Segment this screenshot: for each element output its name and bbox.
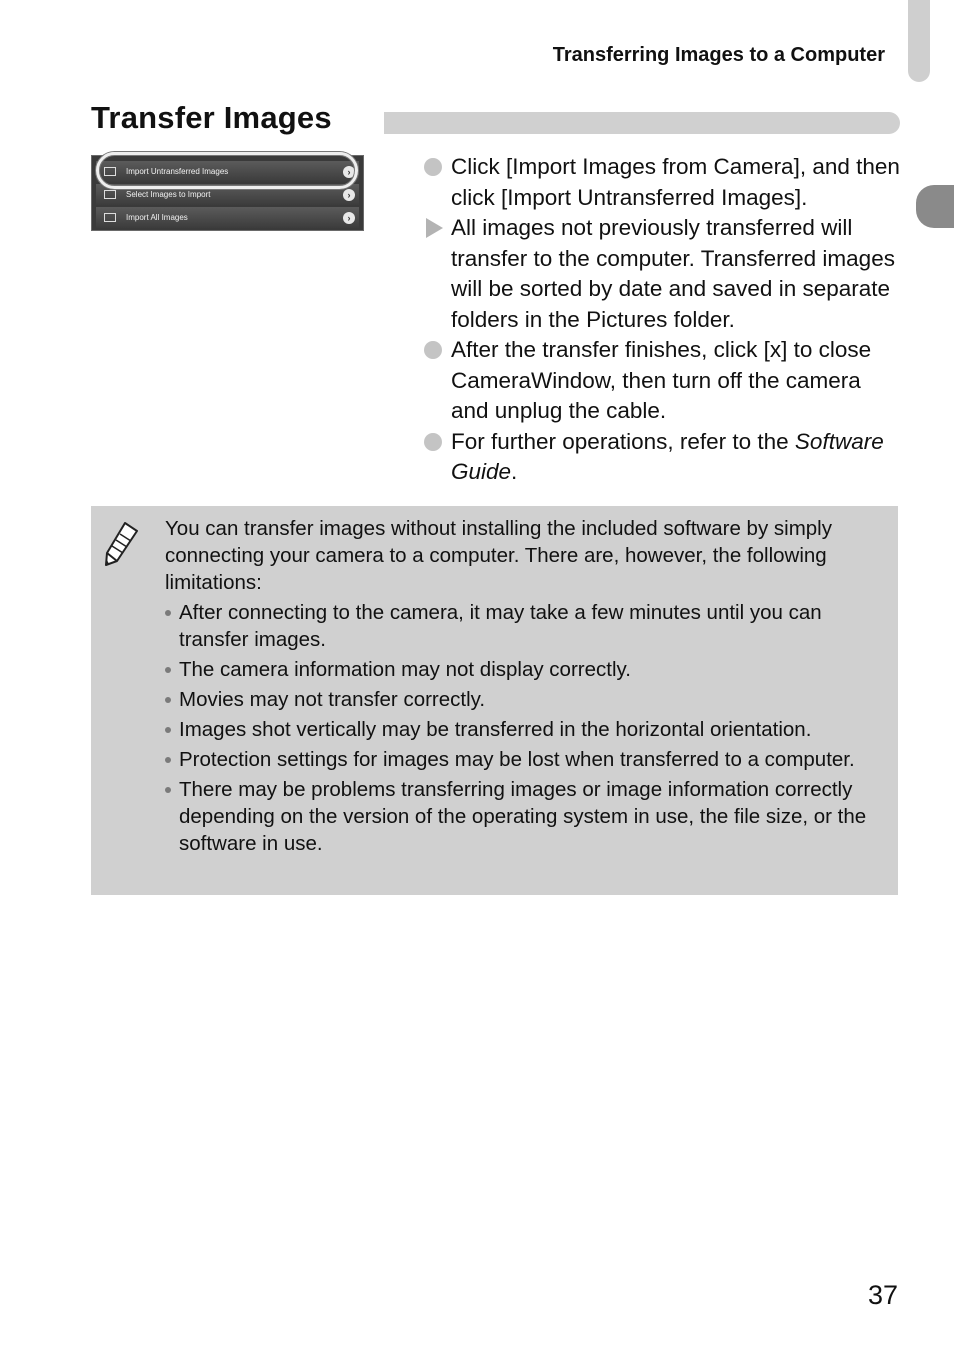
list-item [161, 776, 891, 857]
step-item [423, 213, 903, 335]
limitations-list [161, 599, 891, 860]
circle-bullet-icon [423, 335, 451, 427]
chevron-right-icon: › [343, 212, 355, 224]
step-item [423, 335, 903, 427]
screenshot-row-import-all [96, 207, 359, 228]
step-text: Click [Import Images from Camera], and then click [Import Untransferred Images]. [451, 154, 900, 210]
list-item-text: After connecting to the camera, it may take a few minutes until you can transfer images. [179, 601, 822, 651]
list-item-text: Movies may not transfer correctly. [179, 688, 486, 711]
list-item-text: The camera information may not display correctly. [179, 658, 631, 681]
list-item-text: There may be problems transferring images or image information correctly depending on the version of the operating system in use, the file size, or the software in use. [179, 778, 867, 855]
step-item [423, 427, 903, 488]
pencil-icon [103, 520, 143, 568]
page-number: 37 [867, 1280, 898, 1310]
highlight-oval [96, 152, 358, 189]
screenshot-row-label: Import All Images [126, 213, 188, 222]
chapter-tab-marker [916, 185, 954, 228]
bullet-dot-icon [161, 746, 179, 773]
bullet-dot-icon [161, 656, 179, 683]
step-list [423, 152, 903, 488]
note-box [91, 506, 898, 895]
chevron-right-icon: › [343, 166, 355, 178]
list-item-text: Protection settings for images may be lost when transferred to a computer. [179, 748, 855, 771]
step-text: After the transfer finishes, click [x] to close CameraWindow, then turn off the camera and unplug the cable. [451, 337, 872, 423]
bullet-dot-icon [161, 686, 179, 713]
circle-bullet-icon [423, 152, 451, 213]
list-item [161, 746, 891, 773]
note-intro: You can transfer images without installing the included software by simply connecting your camera to a computer. There are, however, the following limitations: [165, 517, 832, 594]
bullet-dot-icon [161, 776, 179, 857]
list-item [161, 656, 891, 683]
screenshot-row-label: Import Untransferred Images [126, 167, 229, 176]
step-text-lead: For further operations, refer to the [451, 428, 795, 454]
list-item [161, 686, 891, 713]
screenshot-row-label: Select Images to Import [126, 190, 211, 199]
running-header: Transferring Images to a Computer [552, 44, 885, 66]
step-text [451, 427, 903, 488]
chevron-right-icon: › [343, 189, 355, 201]
step-text-end: . [511, 459, 518, 484]
bullet-dot-icon [161, 599, 179, 653]
title-rule [384, 112, 900, 134]
step-item [423, 152, 903, 213]
section-title: Transfer Images [91, 100, 332, 135]
select-images-icon [104, 190, 116, 199]
list-item-text: Images shot vertically may be transferred in the horizontal orientation. [179, 718, 812, 741]
step-result-text: All images not previously transferred will transfer to the computer. Transferred images will be sorted by date and saved in separate folders in the Pictures folder. [451, 215, 895, 332]
chapter-tab-top [908, 0, 930, 82]
software-guide-reference: Software Guide [451, 428, 884, 484]
triangle-bullet-icon [423, 213, 451, 335]
list-item [161, 599, 891, 653]
list-item [161, 716, 891, 743]
import-all-icon [104, 213, 116, 222]
circle-bullet-icon [423, 427, 451, 488]
bullet-dot-icon [161, 716, 179, 743]
